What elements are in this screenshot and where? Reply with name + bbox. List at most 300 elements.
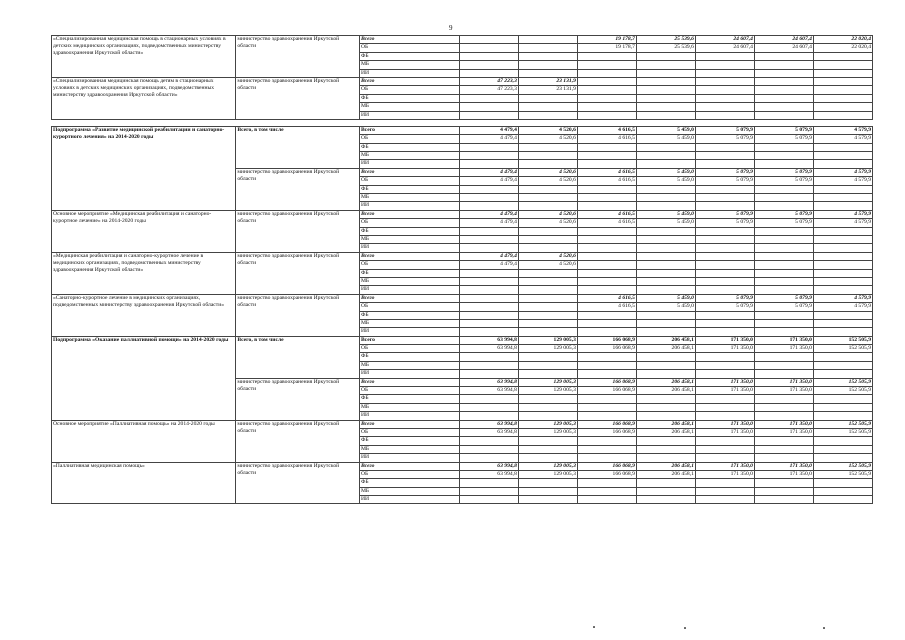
amount-cell: 171 350,0 <box>754 387 813 395</box>
amount-cell: 5 079,9 <box>695 219 754 227</box>
executor-name: Всего, в том числе <box>236 126 360 168</box>
amount-cell <box>636 61 695 69</box>
amount-cell: 5 079,9 <box>754 219 813 227</box>
amount-cell <box>459 311 518 319</box>
amount-cell: 4 520,6 <box>518 210 577 218</box>
amount-cell <box>577 61 636 69</box>
amount-cell <box>754 361 813 369</box>
amount-cell <box>636 412 695 420</box>
amount-cell: 5 079,9 <box>754 294 813 302</box>
amount-cell <box>577 370 636 378</box>
amount-cell <box>518 269 577 277</box>
amount-cell <box>518 496 577 504</box>
amount-cell <box>813 235 872 243</box>
amount-cell <box>695 94 754 102</box>
funding-source: ОБ <box>359 387 459 395</box>
page-number: 9 <box>449 24 453 32</box>
funding-source: ИИ <box>359 202 459 210</box>
amount-cell: 171 350,0 <box>695 428 754 436</box>
funding-source: МБ <box>359 152 459 160</box>
amount-cell <box>754 202 813 210</box>
amount-cell <box>636 454 695 462</box>
amount-cell <box>754 86 813 94</box>
funding-source: ОБ <box>359 428 459 436</box>
amount-cell <box>636 244 695 252</box>
amount-cell <box>459 269 518 277</box>
funding-source: ИИ <box>359 286 459 294</box>
amount-cell <box>518 437 577 445</box>
amount-cell: 24 607,4 <box>695 36 754 44</box>
amount-cell <box>695 69 754 77</box>
funding-source: ИИ <box>359 454 459 462</box>
amount-cell <box>577 319 636 327</box>
amount-cell <box>636 445 695 453</box>
amount-cell: 171 350,0 <box>695 387 754 395</box>
amount-cell <box>695 311 754 319</box>
amount-cell <box>459 294 518 302</box>
amount-cell <box>518 412 577 420</box>
amount-cell: 5 459,0 <box>636 303 695 311</box>
amount-cell <box>695 277 754 285</box>
amount-cell: 152 505,9 <box>813 470 872 478</box>
amount-cell: 129 005,3 <box>518 462 577 470</box>
amount-cell <box>695 328 754 336</box>
amount-cell: 166 068,9 <box>577 428 636 436</box>
amount-cell: 5 079,9 <box>695 210 754 218</box>
amount-cell <box>577 353 636 361</box>
amount-cell <box>813 496 872 504</box>
amount-cell <box>636 395 695 403</box>
amount-cell: 63 994,8 <box>459 387 518 395</box>
amount-cell <box>577 361 636 369</box>
amount-cell <box>577 437 636 445</box>
amount-cell <box>577 69 636 77</box>
amount-cell <box>636 103 695 111</box>
amount-cell <box>754 143 813 151</box>
amount-cell <box>695 202 754 210</box>
amount-cell: 4 479,4 <box>459 261 518 269</box>
amount-cell <box>577 94 636 102</box>
funding-source: ФБ <box>359 269 459 277</box>
amount-cell: 206 458,1 <box>636 470 695 478</box>
amount-cell: 129 005,3 <box>518 387 577 395</box>
measure-name: Основное мероприятие «Медицинская реабилитация и санаторно-курортное лечение» на 2014-2020 годы <box>52 210 236 252</box>
amount-cell: 4 616,5 <box>577 303 636 311</box>
amount-cell <box>459 361 518 369</box>
amount-cell: 129 005,3 <box>518 470 577 478</box>
executor-name: министерство здравоохранения Иркутской области <box>236 77 360 119</box>
amount-cell <box>577 252 636 260</box>
amount-cell: 47 223,3 <box>459 77 518 85</box>
amount-cell: 166 068,9 <box>577 470 636 478</box>
amount-cell <box>813 261 872 269</box>
funding-source: ОБ <box>359 44 459 52</box>
amount-cell <box>695 454 754 462</box>
funding-source: ИИ <box>359 160 459 168</box>
funding-source: ФБ <box>359 353 459 361</box>
amount-cell: 171 350,0 <box>695 378 754 386</box>
amount-cell <box>577 277 636 285</box>
amount-cell: 24 607,4 <box>695 44 754 52</box>
amount-cell: 171 350,0 <box>695 345 754 353</box>
funding-source: ИИ <box>359 111 459 119</box>
amount-cell <box>518 185 577 193</box>
amount-cell: 5 079,9 <box>754 177 813 185</box>
amount-cell <box>636 403 695 411</box>
funding-source: ОБ <box>359 135 459 143</box>
amount-cell: 152 505,9 <box>813 420 872 428</box>
amount-cell <box>518 244 577 252</box>
table-row <box>52 252 873 260</box>
scan-artifact-dot <box>684 627 686 629</box>
funding-source: ФБ <box>359 437 459 445</box>
amount-cell <box>754 227 813 235</box>
amount-cell <box>813 52 872 60</box>
amount-cell <box>754 403 813 411</box>
amount-cell <box>754 244 813 252</box>
measure-name: «Медицинская реабилитация и санаторно-курортное лечение в медицинских организациях, подведомственных министерству здравоохранения Иркутской области» <box>52 252 236 294</box>
amount-cell <box>754 496 813 504</box>
amount-cell <box>577 395 636 403</box>
amount-cell <box>754 94 813 102</box>
amount-cell <box>518 160 577 168</box>
amount-cell <box>754 111 813 119</box>
amount-cell: 4 520,6 <box>518 126 577 134</box>
amount-cell <box>518 286 577 294</box>
amount-cell <box>459 235 518 243</box>
amount-cell: 4 520,6 <box>518 135 577 143</box>
amount-cell <box>636 353 695 361</box>
amount-cell <box>518 94 577 102</box>
funding-source: ФБ <box>359 479 459 487</box>
amount-cell <box>754 311 813 319</box>
amount-cell <box>813 395 872 403</box>
amount-cell <box>695 143 754 151</box>
amount-cell <box>577 445 636 453</box>
funding-source: ОБ <box>359 177 459 185</box>
amount-cell: 129 005,3 <box>518 336 577 344</box>
funding-source: МБ <box>359 361 459 369</box>
amount-cell <box>754 235 813 243</box>
amount-cell <box>813 319 872 327</box>
amount-cell: 152 505,9 <box>813 345 872 353</box>
amount-cell: 4 479,4 <box>459 126 518 134</box>
amount-cell <box>636 77 695 85</box>
amount-cell <box>636 319 695 327</box>
amount-cell <box>459 61 518 69</box>
amount-cell: 5 459,0 <box>636 210 695 218</box>
amount-cell: 5 079,9 <box>695 135 754 143</box>
amount-cell <box>813 361 872 369</box>
amount-cell <box>518 361 577 369</box>
amount-cell: 47 223,3 <box>459 86 518 94</box>
amount-cell <box>813 412 872 420</box>
executor-name: министерство здравоохранения Иркутской области <box>236 294 360 336</box>
table-row <box>52 462 873 470</box>
scan-artifact-dot <box>593 626 595 628</box>
amount-cell <box>754 395 813 403</box>
funding-source: МБ <box>359 61 459 69</box>
amount-cell <box>695 103 754 111</box>
amount-cell <box>577 328 636 336</box>
measure-name: «Специализированная медицинская помощь в стационарных условиях в детских медицинских организациях, подведомственных министерству здравоохранения Иркутской области» <box>52 36 236 78</box>
amount-cell <box>636 152 695 160</box>
amount-cell: 23 131,9 <box>518 77 577 85</box>
amount-cell <box>518 36 577 44</box>
amount-cell <box>695 152 754 160</box>
amount-cell: 4 579,9 <box>813 303 872 311</box>
amount-cell <box>636 86 695 94</box>
amount-cell <box>754 479 813 487</box>
amount-cell <box>695 61 754 69</box>
amount-cell <box>636 160 695 168</box>
amount-cell <box>695 286 754 294</box>
amount-cell <box>754 437 813 445</box>
amount-cell: 4 579,9 <box>813 219 872 227</box>
amount-cell <box>695 361 754 369</box>
amount-cell <box>636 202 695 210</box>
amount-cell <box>518 194 577 202</box>
amount-cell <box>459 185 518 193</box>
amount-cell: 206 458,1 <box>636 462 695 470</box>
amount-cell <box>636 286 695 294</box>
table-row <box>52 336 873 344</box>
amount-cell: 206 458,1 <box>636 336 695 344</box>
amount-cell <box>459 479 518 487</box>
amount-cell <box>577 454 636 462</box>
amount-cell: 19 178,7 <box>577 36 636 44</box>
table-row <box>52 126 873 134</box>
amount-cell <box>813 111 872 119</box>
amount-cell <box>754 194 813 202</box>
executor-name: министерство здравоохранения Иркутской области <box>236 168 360 210</box>
amount-cell <box>695 77 754 85</box>
amount-cell <box>754 328 813 336</box>
funding-source: Всего <box>359 168 459 176</box>
amount-cell <box>813 437 872 445</box>
amount-cell <box>754 412 813 420</box>
amount-cell <box>695 111 754 119</box>
amount-cell: 4 579,9 <box>813 177 872 185</box>
amount-cell <box>695 319 754 327</box>
amount-cell <box>577 152 636 160</box>
amount-cell <box>577 235 636 243</box>
amount-cell: 5 459,0 <box>636 219 695 227</box>
amount-cell <box>813 94 872 102</box>
amount-cell <box>636 52 695 60</box>
amount-cell: 63 994,8 <box>459 420 518 428</box>
funding-source: ФБ <box>359 311 459 319</box>
amount-cell <box>636 479 695 487</box>
amount-cell: 171 350,0 <box>754 420 813 428</box>
amount-cell: 5 079,9 <box>754 210 813 218</box>
funding-source: ИИ <box>359 328 459 336</box>
amount-cell <box>636 277 695 285</box>
amount-cell <box>754 353 813 361</box>
amount-cell <box>813 160 872 168</box>
amount-cell: 4 616,5 <box>577 294 636 302</box>
table-row <box>52 294 873 302</box>
amount-cell <box>459 277 518 285</box>
amount-cell: 171 350,0 <box>754 470 813 478</box>
funding-source: Всего <box>359 420 459 428</box>
executor-name: Всего, в том числе <box>236 336 360 378</box>
amount-cell <box>695 395 754 403</box>
amount-cell <box>459 143 518 151</box>
amount-cell: 4 479,4 <box>459 210 518 218</box>
amount-cell: 4 616,5 <box>577 177 636 185</box>
amount-cell: 166 068,9 <box>577 387 636 395</box>
amount-cell: 4 616,5 <box>577 168 636 176</box>
amount-cell <box>459 395 518 403</box>
amount-cell: 129 005,3 <box>518 378 577 386</box>
amount-cell: 206 458,1 <box>636 387 695 395</box>
amount-cell <box>459 353 518 361</box>
amount-cell <box>636 370 695 378</box>
executor-name: министерство здравоохранения Иркутской области <box>236 210 360 252</box>
amount-cell <box>577 52 636 60</box>
amount-cell <box>813 103 872 111</box>
amount-cell <box>695 370 754 378</box>
funding-source: МБ <box>359 277 459 285</box>
executor-name: министерство здравоохранения Иркутской области <box>236 420 360 462</box>
amount-cell <box>695 235 754 243</box>
amount-cell <box>813 353 872 361</box>
funding-source: ИИ <box>359 412 459 420</box>
amount-cell: 206 458,1 <box>636 345 695 353</box>
measure-name: Подпрограмма «Оказание паллиативной помощи» на 2014-2020 годы <box>52 336 236 420</box>
amount-cell <box>813 403 872 411</box>
amount-cell <box>754 286 813 294</box>
amount-cell <box>813 77 872 85</box>
amount-cell <box>459 328 518 336</box>
amount-cell: 5 079,9 <box>754 135 813 143</box>
amount-cell <box>459 52 518 60</box>
amount-cell: 5 459,0 <box>636 177 695 185</box>
amount-cell: 5 459,0 <box>636 135 695 143</box>
amount-cell <box>459 403 518 411</box>
amount-cell <box>813 286 872 294</box>
amount-cell: 5 079,9 <box>754 168 813 176</box>
executor-name: министерство здравоохранения Иркутской области <box>236 252 360 294</box>
amount-cell <box>695 52 754 60</box>
amount-cell: 4 616,5 <box>577 210 636 218</box>
amount-cell <box>695 244 754 252</box>
amount-cell <box>459 160 518 168</box>
amount-cell <box>695 445 754 453</box>
funding-source: ФБ <box>359 395 459 403</box>
amount-cell <box>695 194 754 202</box>
amount-cell <box>813 328 872 336</box>
amount-cell <box>695 185 754 193</box>
amount-cell <box>577 160 636 168</box>
amount-cell <box>518 454 577 462</box>
funding-source: ФБ <box>359 143 459 151</box>
amount-cell <box>518 52 577 60</box>
amount-cell: 4 579,9 <box>813 294 872 302</box>
budget-table-body <box>52 36 873 504</box>
funding-source: Всего <box>359 294 459 302</box>
amount-cell <box>636 185 695 193</box>
amount-cell <box>754 77 813 85</box>
amount-cell: 4 616,5 <box>577 135 636 143</box>
amount-cell <box>695 412 754 420</box>
amount-cell <box>518 111 577 119</box>
table-row <box>52 420 873 428</box>
funding-source: ОБ <box>359 303 459 311</box>
amount-cell <box>813 277 872 285</box>
amount-cell: 4 520,6 <box>518 252 577 260</box>
spacer-cell <box>52 119 873 126</box>
amount-cell: 171 350,0 <box>695 420 754 428</box>
amount-cell: 63 994,8 <box>459 336 518 344</box>
amount-cell: 171 350,0 <box>695 336 754 344</box>
amount-cell: 4 520,6 <box>518 168 577 176</box>
amount-cell <box>813 445 872 453</box>
amount-cell <box>813 86 872 94</box>
amount-cell: 206 458,1 <box>636 428 695 436</box>
amount-cell: 25 539,6 <box>636 44 695 52</box>
amount-cell <box>459 111 518 119</box>
amount-cell <box>459 487 518 495</box>
amount-cell <box>577 269 636 277</box>
amount-cell: 152 505,9 <box>813 428 872 436</box>
amount-cell <box>754 454 813 462</box>
amount-cell <box>459 194 518 202</box>
amount-cell <box>459 319 518 327</box>
amount-cell <box>518 395 577 403</box>
funding-source: Всего <box>359 462 459 470</box>
amount-cell <box>813 252 872 260</box>
amount-cell <box>459 412 518 420</box>
funding-source: ОБ <box>359 86 459 94</box>
amount-cell: 5 459,0 <box>636 294 695 302</box>
amount-cell <box>636 69 695 77</box>
amount-cell: 4 520,6 <box>518 261 577 269</box>
amount-cell <box>518 227 577 235</box>
amount-cell: 152 505,9 <box>813 336 872 344</box>
amount-cell <box>459 202 518 210</box>
funding-source: Всего <box>359 210 459 218</box>
amount-cell <box>577 479 636 487</box>
amount-cell <box>813 487 872 495</box>
measure-name: «Паллиативная медицинская помощь» <box>52 462 236 504</box>
amount-cell: 152 505,9 <box>813 387 872 395</box>
amount-cell <box>813 244 872 252</box>
funding-source: МБ <box>359 445 459 453</box>
amount-cell: 129 005,3 <box>518 428 577 436</box>
amount-cell <box>754 261 813 269</box>
amount-cell: 5 079,9 <box>695 168 754 176</box>
amount-cell: 22 020,4 <box>813 44 872 52</box>
amount-cell <box>636 437 695 445</box>
amount-cell <box>754 152 813 160</box>
amount-cell <box>577 286 636 294</box>
amount-cell <box>518 235 577 243</box>
amount-cell <box>577 412 636 420</box>
amount-cell <box>695 160 754 168</box>
amount-cell <box>459 244 518 252</box>
amount-cell <box>813 370 872 378</box>
amount-cell <box>577 311 636 319</box>
amount-cell <box>459 286 518 294</box>
funding-source: МБ <box>359 235 459 243</box>
amount-cell <box>813 69 872 77</box>
amount-cell <box>695 86 754 94</box>
amount-cell: 4 479,4 <box>459 219 518 227</box>
amount-cell: 4 520,6 <box>518 219 577 227</box>
amount-cell <box>518 319 577 327</box>
